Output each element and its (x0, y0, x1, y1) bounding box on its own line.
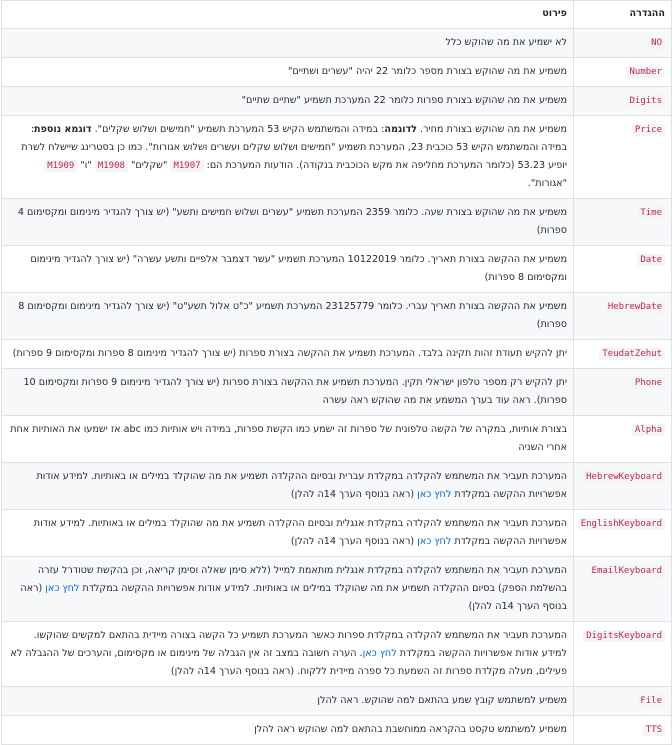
setting-code: TTS (643, 724, 665, 736)
table-row (2, 716, 672, 745)
description-text: המערכת תעביר את המשתמש להקלדה במקלדת עברית ובסיום ההקלדה תשמיע את מה שהוקלד במילים או באותיות. למידע אודות אפשרויות ההקשה במקלדת (36, 471, 567, 500)
row-description: משמיע למשתמש טקסט בהקראה ממוחשבת בהתאם למה שהוקש ראה להלן (2, 716, 574, 745)
click-here-link[interactable]: לחץ כאן (45, 583, 80, 594)
price-quote-3: "אגורות". (527, 178, 567, 189)
setting-code: Time (637, 207, 665, 219)
row-description: יתן להקיש רק מספר טלפון ישראלי תקין. המערכת תשמיע את ההקשה בצורת ספרות (יש צורך להגדיר מינימום 9 ספרות ומקסימום 10 ספרות). ראה עוד בערך המשמע את מה שהוקש ראה עשרה (2, 369, 574, 416)
row-description: משמיע את ההקשה בצורת תאריך עברי. כלומר 23125779 המערכת תשמיע "כ"ט אלול תשע"ט" (יש צורך להגדיר מינימום ומקסימום 8 ספרות) (2, 293, 574, 340)
setting-code: HebrewKeyboard (583, 471, 665, 483)
description-text: המערכת תעביר את המשתמש להקלדה במקלדת אנגלית מותאמת למייל (ללא סימן שאלה וסימן קריאה, וכן בהקשת שטודרל עזרה בהשלמת הספק) בסיום ההקלדה תשמיע את מה שהוקלד במילים או באותיות. למידע אודות אפשרויות ההקשה במקלדת (37, 565, 567, 594)
row-description: לא ישמיע את מה שהוקש כלל (2, 29, 574, 58)
row-description (2, 622, 574, 687)
row-description: יתן להקיש תעודת זהות תקינה בלבד. המערכת תשמיע את ההקשה בצורת ספרות (יש צורך להגדיר מינימום 8 ספרות ומקסימום 9 ספרות) (2, 340, 574, 369)
row-description: משמיע את מה שהוקש בצורת מספר כלומר 22 יהיה "עשרים ושתיים" (2, 58, 574, 87)
header-setting: ההגדרה (574, 1, 672, 29)
price-text-2: : במידה והמשתמש הקיש 53 המערכת תשמיע "חמישים ושלוש שקלים". (94, 124, 385, 135)
price-text-1: משמיע את מה שהוקש בצורת מחיר. (420, 124, 567, 135)
description-note: . הערה חשובה במצב זה אין הגבלה של מינימום או מקסימום, והערכים של ההגבלה לא פעילים, מעלה מקלדת ספרות זה השמעת כל ספרה מיידית ללקוח. (ראה בנוסף הערך 14ה להלן) (10, 648, 567, 677)
price-quote-2: "ו" (77, 160, 95, 171)
row-description: בצורת אותיות, במקרה של הקשה טלפונית של ספרות זה ישמע כמו הקשת ספרות, במידה ויש אותיות כמו abc אז ישמעו את האותיות אחת אחרי השניה (2, 416, 574, 463)
setting-code: Alpha (632, 424, 665, 436)
message-code: M1909 (44, 160, 77, 172)
setting-code: File (637, 695, 665, 707)
table-row (2, 58, 672, 87)
message-code: M1908 (95, 160, 128, 172)
setting-code: EmailKeyboard (589, 565, 665, 577)
table-header-row (2, 1, 672, 29)
row-description (2, 510, 574, 557)
table-row (2, 622, 672, 687)
table-row (2, 463, 672, 510)
description-text: המערכת תעביר את המשתמש להקלדה במקלדת אנגלית ובסיום ההקלדה תשמיע את מה שהוקלד במילים או באותיות. למידע אודות אפשרויות ההקשה במקלדת (33, 518, 567, 547)
row-description (2, 557, 574, 622)
description-note: (ראה בנוסף הערך 14ה להלן) (20, 583, 567, 612)
setting-code: NO (648, 37, 665, 49)
setting-code: Phone (632, 377, 665, 389)
price-bold-example: לדוגמה (384, 124, 417, 135)
click-here-link[interactable]: לחץ כאן (362, 648, 397, 659)
table-row (2, 687, 672, 716)
setting-code: Digits (626, 95, 665, 107)
table-row (2, 340, 672, 369)
row-description (2, 116, 574, 199)
description-note: (ראה בנוסף הערך 14ה להלן) (290, 536, 418, 547)
description-text: המערכת תעביר את המשתמש להקלדה במקלדת ספרות כאשר המערכת תשמיע כל הקשה בצורה מיידית בהתאם למקשים שהוקשו. למידע אודות אפשרויות ההקשה במקלדת (33, 630, 567, 659)
click-here-link[interactable]: לחץ כאן (417, 489, 452, 500)
setting-code: HebrewDate (605, 301, 665, 313)
setting-code: Price (632, 124, 665, 136)
setting-code: TeudatZehut (599, 348, 665, 360)
table-row (2, 369, 672, 416)
price-text-3: : במידה והמשתמש הקיש 53 כוכבית 23, המערכת תשמיע "חמישים ושלוש שקלים ועשרים ושלוש אגורות". כמו כן בסטרינג שיישלח לשרת יופיע 53.23 (כלומר המערכת מחליפה את מקש הכוכבית בנקודה). הודעות המערכת הם: (21, 124, 567, 171)
table-row (2, 557, 672, 622)
table-row (2, 510, 672, 557)
row-description: משמיע למשתמש קובץ שמע בהתאם למה שהוקש. ראה להלן (2, 687, 574, 716)
click-here-link[interactable]: לחץ כאן (417, 536, 452, 547)
table-row (2, 87, 672, 116)
row-description: משמיע את מה שהוקש בצורת שעה. כלומר 2359 המערכת תשמיע "עשרים ושלוש חמישים ותשע" (יש צורך להגדיר מינימום ומקסימום 4 ספרות) (2, 199, 574, 246)
table-row (2, 116, 672, 199)
description-note: (ראה בנוסף הערך 14ה להלן) (290, 489, 418, 500)
settings-table (1, 0, 672, 745)
row-description (2, 463, 574, 510)
table-row (2, 293, 672, 340)
setting-code: Date (637, 254, 665, 266)
table-row (2, 29, 672, 58)
price-bold-another-example: דוגמא נוספת (34, 124, 92, 135)
message-code: M1907 (170, 160, 203, 172)
table-row (2, 416, 672, 463)
row-description: משמיע את מה שהוקש בצורת ספרות כלומר 22 המערכת תשמיע "שתיים שתיים" (2, 87, 574, 116)
setting-code: DigitsKeyboard (583, 630, 665, 642)
setting-code: EnglishKeyboard (578, 518, 665, 530)
table-row (2, 246, 672, 293)
row-description: משמיע את ההקשה בצורת תאריך. כלומר 10122019 המערכת תשמיע "עשר דצמבר אלפיים ותשע עשרה" (יש צורך להגדיר מינימום ומקסימום 8 ספרות) (2, 246, 574, 293)
price-quote-1: "שקלים" (127, 160, 171, 171)
table-row (2, 199, 672, 246)
header-description: פירוט (2, 1, 574, 29)
setting-code: Number (626, 66, 665, 78)
